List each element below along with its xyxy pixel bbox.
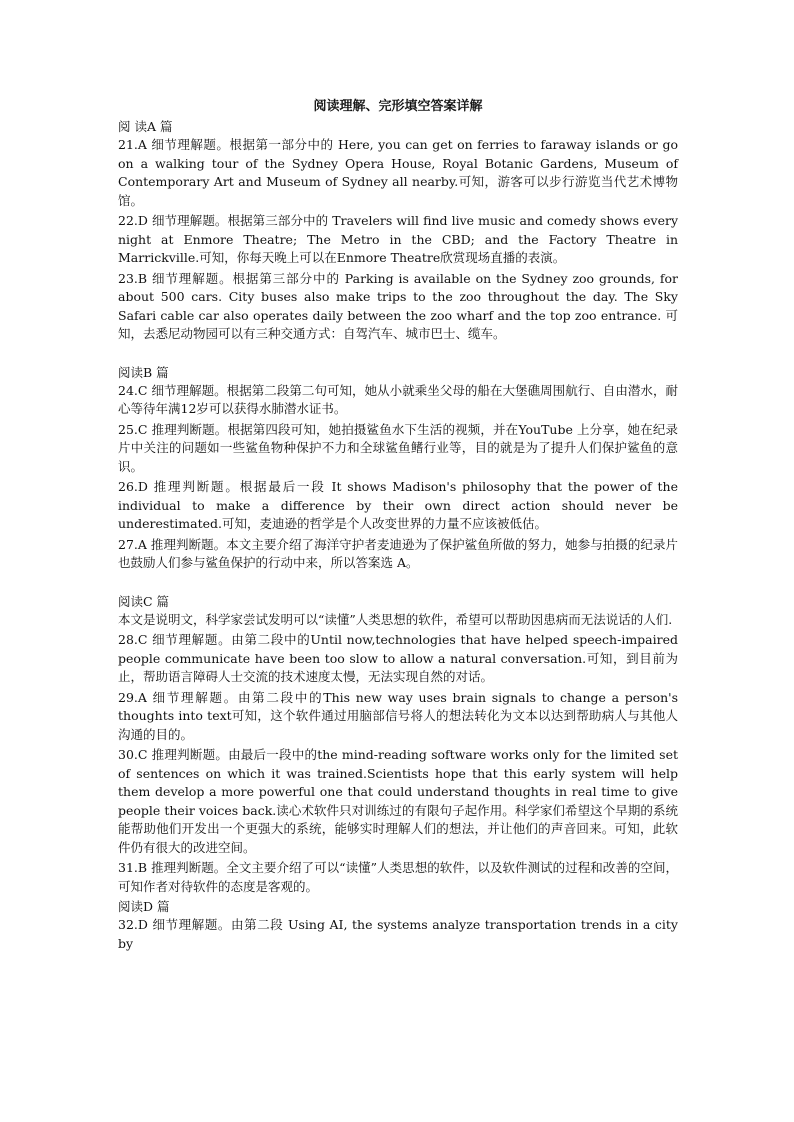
answer-32: 32.D 细节理解题。由第二段 Using AI, the systems analyze transportation trends in a city by: [118, 917, 678, 951]
answer-31: 31.B 推理判断题。全文主要介绍了可以“读懂”人类思想的软件，以及软件测试的过程和改善的空间，可知作者对待软件的态度是客观的。: [118, 860, 678, 894]
section-c-heading: 阅读C 篇: [118, 593, 170, 609]
answer-30: 30.C 推理判断题。由最后一段中的the mind-reading software works only for the limited set of sentences on which it was trained.Scientists hope that this early system will help them develop a more powerful one that could understand thoughts in real time to give people their voices back.读心术软件只对训练过的有限句子起作用。科学家们希望这个早期的系统能帮助他们开发出一个更强大的系统，能够实时理解人们的想法，并让他们的声音回来。可知，此软件仍有很大的改进空间。: [118, 747, 678, 855]
section-b-heading: 阅读B 篇: [118, 364, 169, 380]
answer-25: 25.C 推理判断题。根据第四段可知，她拍摄鲨鱼水下生活的视频，并在YouTube 上分享，她在纪录片中关注的问题如一些鲨鱼物种保护不力和全球鲨鱼鳍行业等，目的就是为了提升人们保护鲨鱼的意识。: [118, 421, 678, 474]
answer-28: 28.C 细节理解题。由第二段中的Until now,technologies that have helped speech-impaired people communicate have been too slow to allow a natural conversation.可知，到目前为止，帮助语言障碍人士交流的技术速度太慢，无法实现自然的对话。: [118, 632, 678, 684]
spacer: [118, 346, 678, 364]
answer-26: 26.D 推理判断题。根据最后一段 It shows Madison's philosophy that the power of the individual to make a difference by their own direct action should never be underestimated.可知，麦迪逊的哲学是个人改变世界的力量不应该被低估。: [118, 479, 678, 531]
page-title: 阅读理解、完形填空答案详解: [313, 99, 483, 114]
answer-21: 21.A 细节理解题。根据第一部分中的 Here, you can get on ferries to faraway islands or go on a walking tour of the Sydney Opera House, Royal Botanic Gardens, Museum of Contemporary Art and Museum of Sydney all nearby.可知，游客可以步行游览当代艺术博物馆。: [118, 137, 678, 208]
section-d-heading: 阅读D 篇: [118, 899, 170, 914]
document-page: [118, 98, 678, 955]
answer-22: 22.D 细节理解题。根据第三部分中的 Travelers will find live music and comedy shows every night at Enmore Theatre; The Metro in the CBD; and the Factory Theatre in Marrickville.可知，你每天晚上可以在Enmore Theatre欣赏现场直播的表演。: [118, 213, 678, 265]
answer-29: 29.A 细节理解题。由第二段中的This new way uses brain signals to change a person's thoughts into text可知，这个软件通过用脑部信号将人的想法转化为文本以达到帮助病人与其他人沟通的目的。: [118, 689, 678, 742]
section-c-intro: 本文是说明文，科学家尝试发明可以“读懂”人类思想的软件，希望可以帮助因患病而无法说话的人们.: [118, 611, 673, 627]
answer-27: 27.A 推理判断题。本文主要介绍了海洋守护者麦迪逊为了保护鲨鱼所做的努力，她参与拍摄的纪录片也鼓励人们参与鲨鱼保护的行动中来，所以答案选 A。: [118, 536, 678, 570]
answer-23: 23.B 细节理解题。根据第三部分中的 Parking is available on the Sydney zoo grounds, for about 500 cars. City buses also make trips to the zoo throughout the day. The Sky Safari cable car also operates daily between the zoo wharf and the top zoo entrance. 可知，去悉尼动物园可以有三种交通方式：自驾汽车、城市巴士、缆车。: [118, 270, 678, 341]
spacer: [118, 575, 678, 593]
section-a-heading: 阅 读A 篇: [118, 119, 173, 134]
answer-24: 24.C 细节理解题。根据第二段第二句可知，她从小就乘坐父母的船在大堡礁周围航行、自由潜水，耐心等待年满12岁可以获得水肺潜水证书。: [118, 382, 678, 416]
